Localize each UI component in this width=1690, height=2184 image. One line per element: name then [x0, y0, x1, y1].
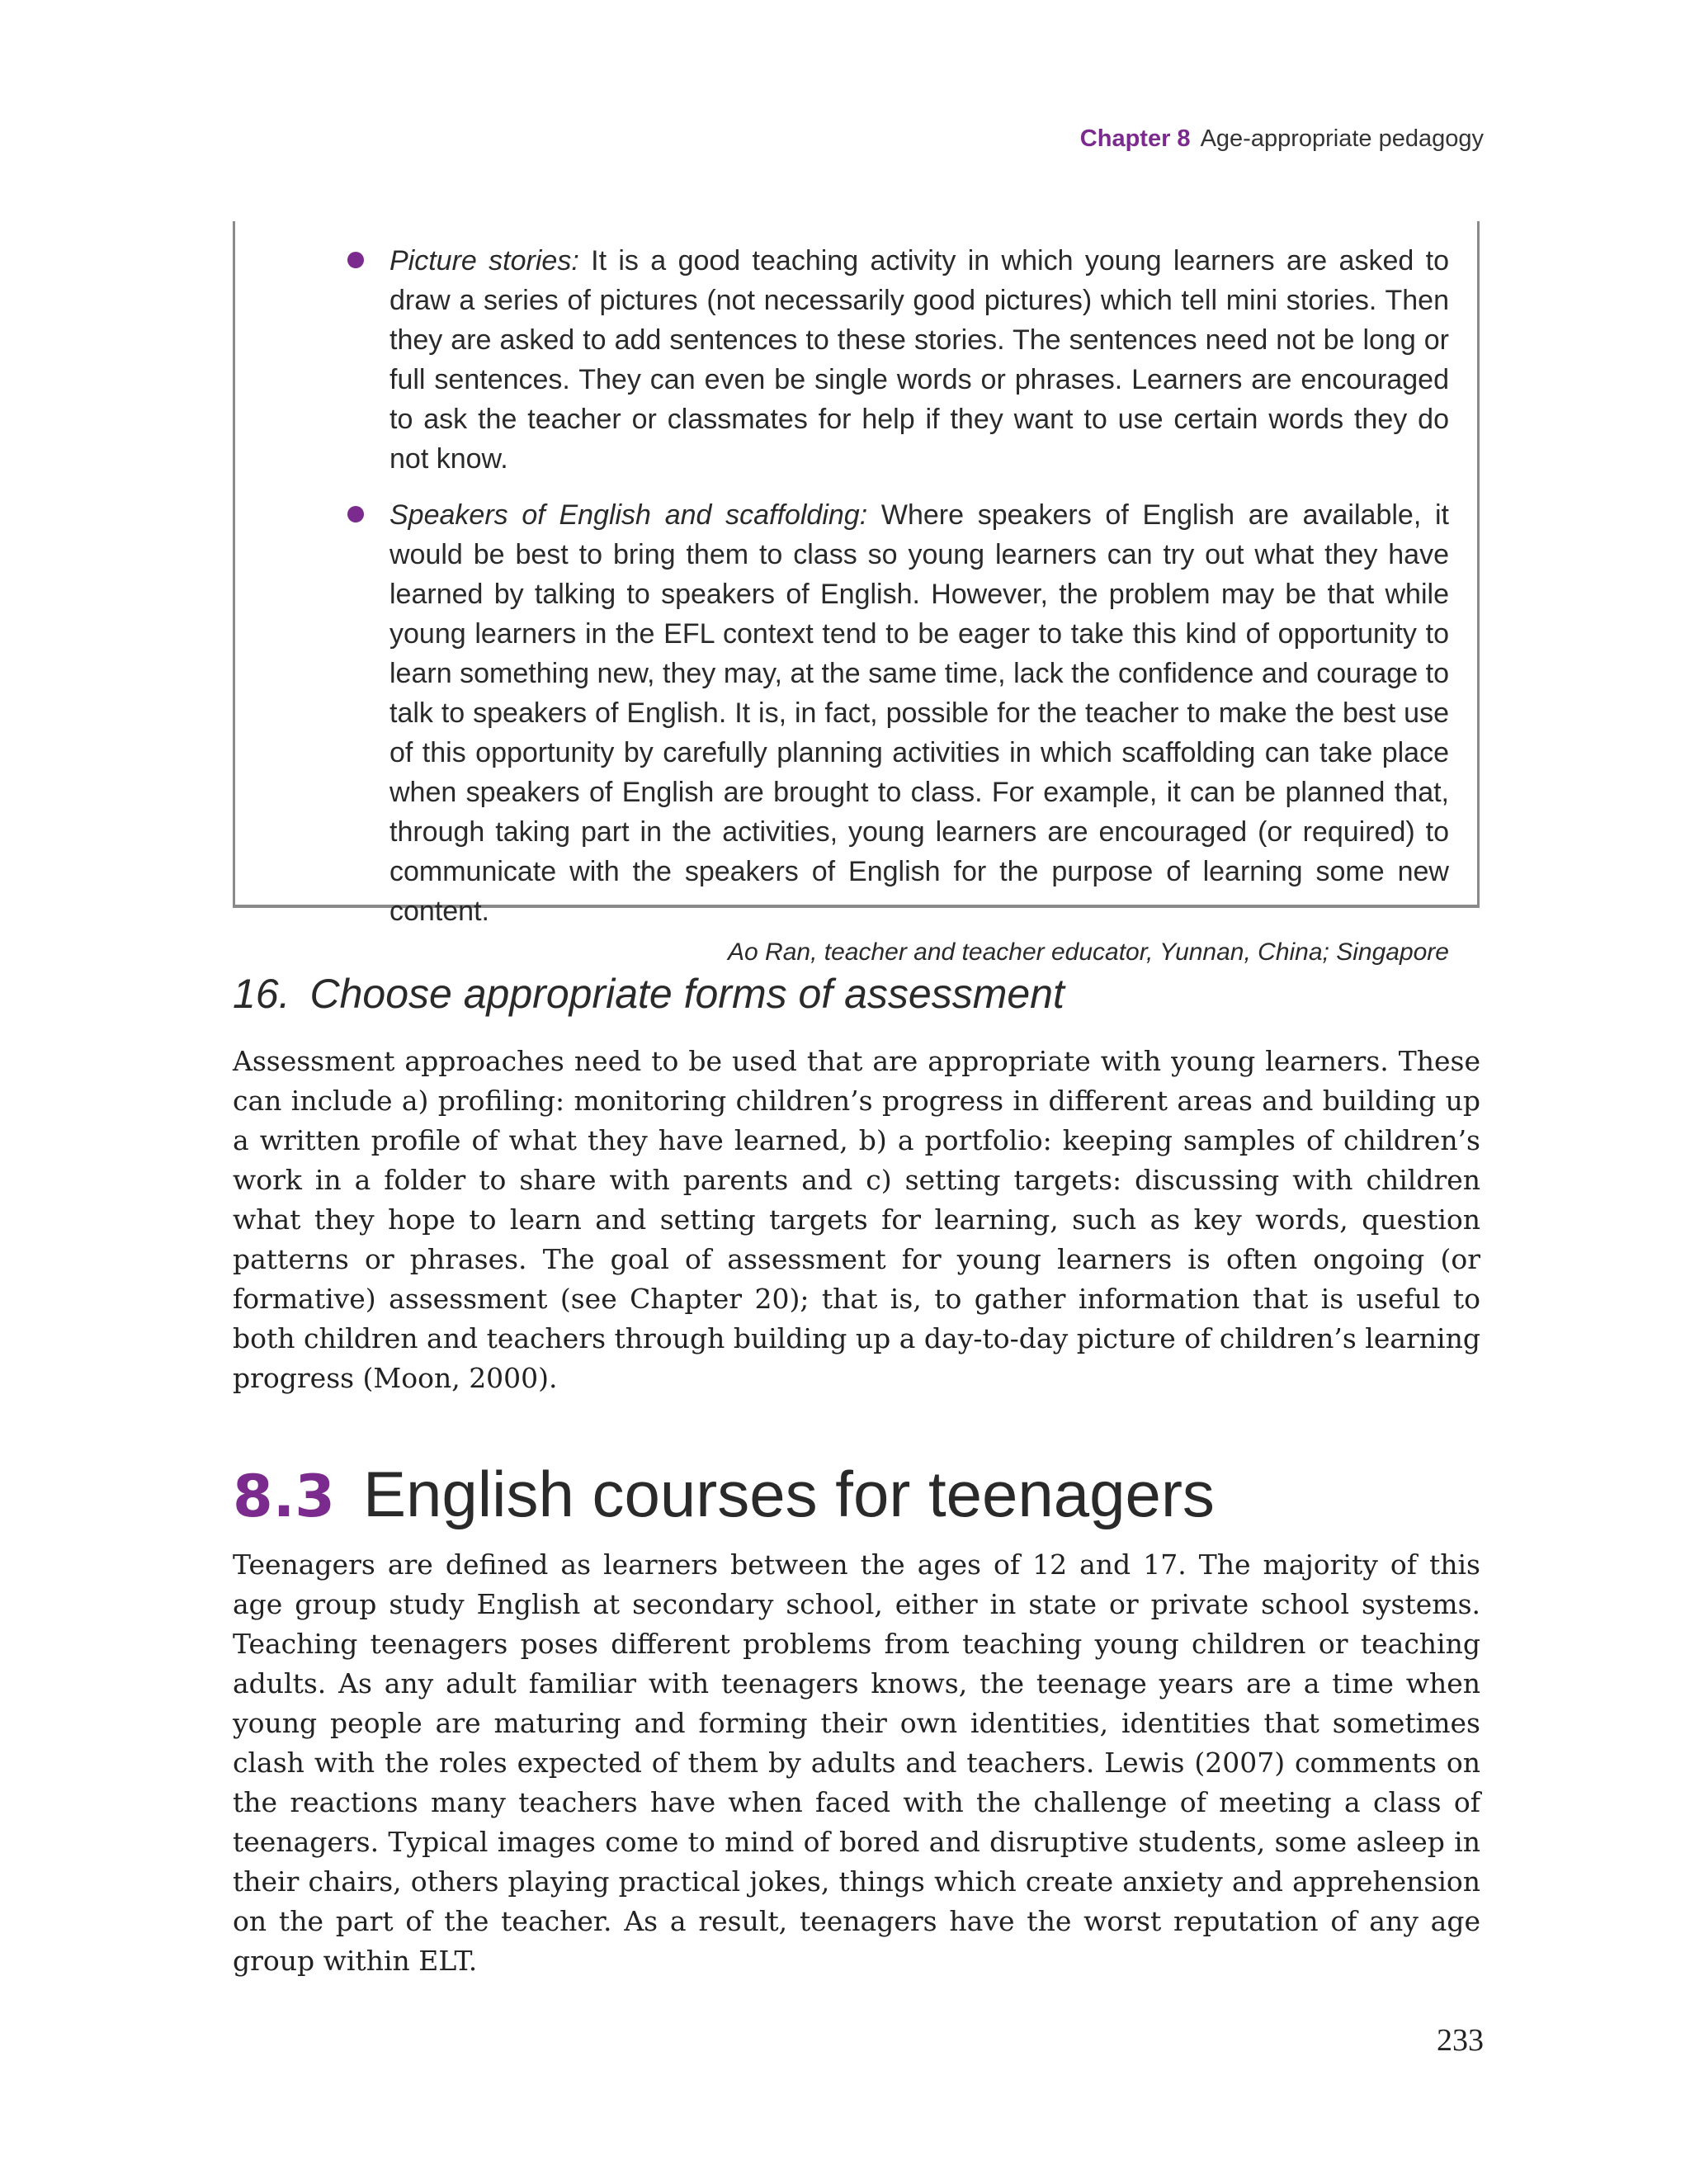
assessment-paragraph: Assessment approaches need to be used that are appropriate with young learners. These can include a) profiling: monitoring children’s progress in different areas and building up a written profile of what they have learned, b) a portfolio: keeping samples of children’s work in a folder to share with parents and c) setting targets: discussing with children what they hope to learn and setting targets for learning, such as key words, question patterns or phrases. The goal of assessment for young learners is often ongoing (or formative) assessment (see Chapter 20); that is, to gather information that is useful to both children and teachers through building up a day-to-day picture of children’s learning progress (Moon, 2000). [233, 1045, 1480, 1394]
chapter-label: Chapter 8 [1079, 125, 1191, 152]
bullet-lead: Speakers of English and scaffolding: [389, 499, 868, 531]
bullet-lead: Picture stories: [389, 245, 579, 277]
chapter-title: Age-appropriate pedagogy [1200, 125, 1484, 152]
bullet-item-speakers-of-english [389, 495, 1449, 931]
section-number: 8.3 [233, 1463, 336, 1530]
quote-attribution: Ao Ran, teacher and teacher educator, Yunnan, China; Singapore [728, 938, 1449, 966]
subsection-title: Choose appropriate forms of assessment [309, 971, 1065, 1017]
bullet-text: Where speakers of English are available, it would be best to bring them to class so young learners can try out what they have learned by talking to speakers of English. However, the problem may be that while young learners in the EFL context tend to be eager to take this kind of opportunity to learn something new, they may, at the same time, lack the confidence and courage to talk to speakers of English. It is, in fact, possible for the teacher to make the best use of this opportunity by carefully planning activities in which scaffolding can take place when speakers of English are brought to class. For example, it can be planned that, through taking part in the activities, young learners are encouraged (or required) to communicate with the speakers of English for the purpose of learning some new content. [389, 499, 1449, 927]
bullet-item-picture-stories [389, 241, 1449, 479]
subsection-heading [233, 967, 1065, 1020]
running-head [1080, 125, 1484, 153]
bullet-dot-icon [347, 252, 364, 268]
teenagers-paragraph: Teenagers are defined as learners between the ages of 12 and 17. The majority of this age group study English at secondary school, either in state or private school systems. Teaching teenagers poses different problems from teaching young children or teaching adults. As any adult familiar with teenagers knows, the teenage years are a time when young people are maturing and forming their own identities, identities that sometimes clash with the roles expected of them by adults and teachers. Lewis (2007) comments on the reactions many teachers have when faced with the challenge of meeting a class of teenagers. Typical images come to mind of bored and disruptive students, some asleep in their chairs, others playing practical jokes, things which create anxiety and apprehension on the part of the teacher. As a result, teenagers have the worst reputation of any age group within ELT. [233, 1548, 1480, 1977]
section-title: English courses for teenagers [363, 1458, 1215, 1530]
page-number: 233 [1437, 2023, 1484, 2058]
bullet-text: It is a good teaching activity in which young learners are asked to draw a series of pictures (not necessarily good pictures) which tell mini stories. Then they are asked to add sentences to these stories. The sentences need not be long or full sentences. They can even be single words or phrases. Learners are encouraged to ask the teacher or classmates for help if they want to use certain words they do not know. [389, 245, 1449, 475]
quote-box [233, 221, 1480, 966]
subsection-number: 16. [233, 971, 290, 1017]
bullet-dot-icon [347, 506, 364, 522]
section-heading [233, 1454, 1215, 1550]
